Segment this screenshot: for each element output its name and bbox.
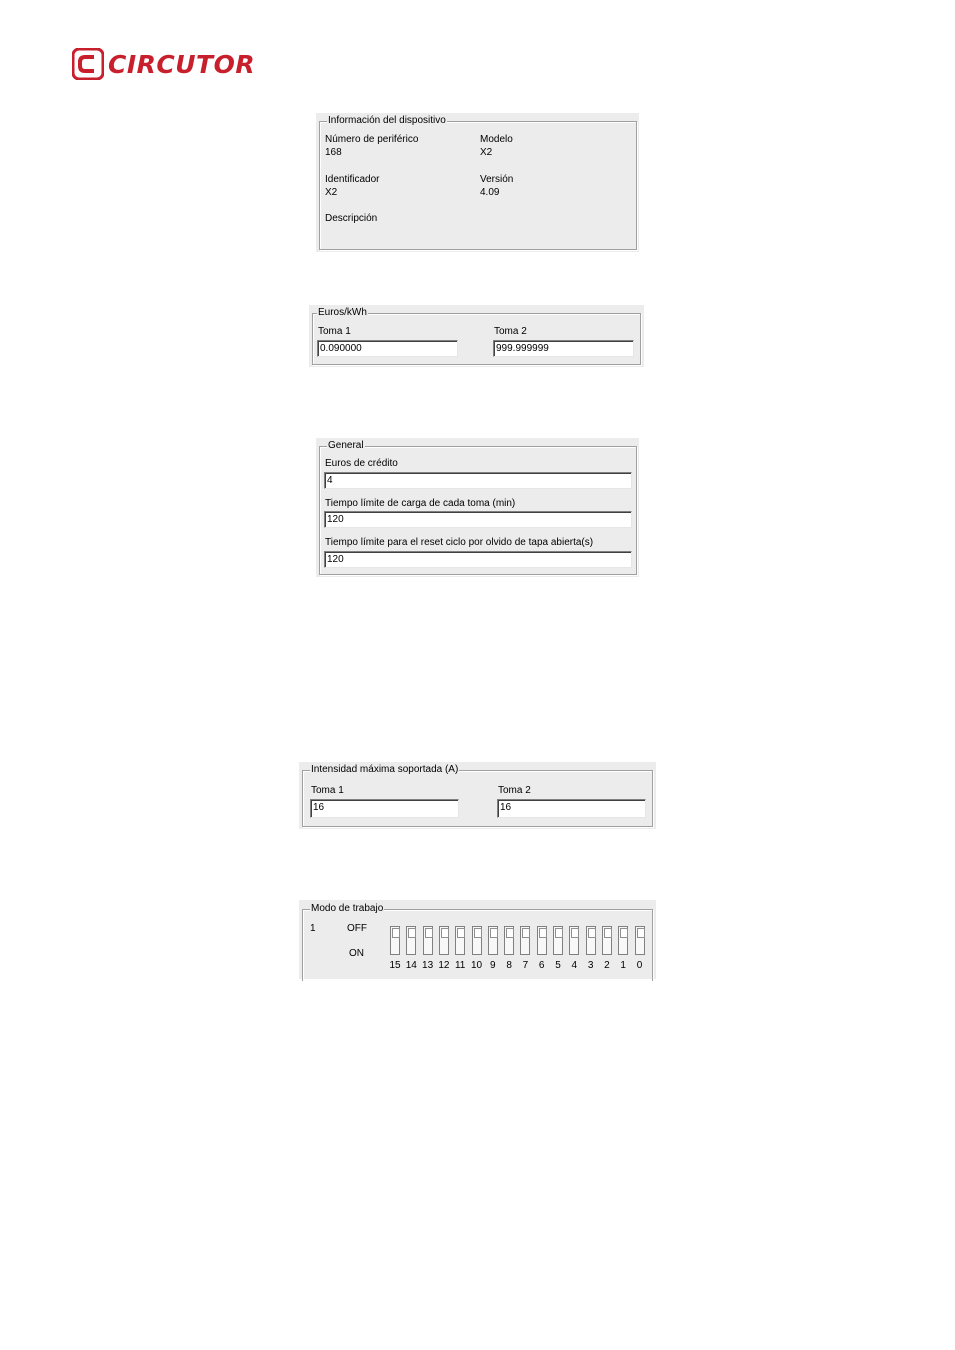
dip-switch-label-11: 11 — [454, 960, 466, 971]
dip-switch-5[interactable] — [553, 926, 563, 955]
dip-switch-11[interactable] — [455, 926, 465, 955]
work-mode-title: Modo de trabajo — [311, 903, 384, 914]
current-toma2-label: Toma 2 — [498, 785, 531, 796]
version-value: 4.09 — [480, 187, 500, 198]
dip-switch-label-10: 10 — [470, 960, 483, 971]
max-current-panel — [299, 762, 656, 829]
dip-switch-1[interactable] — [618, 926, 628, 955]
dip-switch-13[interactable] — [423, 926, 433, 955]
credit-input[interactable]: 4 — [324, 472, 632, 489]
dip-switch-label-13: 13 — [422, 960, 434, 971]
work-mode-value: 1 — [310, 923, 316, 934]
dip-switch-9[interactable] — [488, 926, 498, 955]
off-label: OFF — [347, 923, 367, 934]
dip-switch-15[interactable] — [390, 926, 400, 955]
dip-switch-label-15: 15 — [389, 960, 401, 971]
euros-toma2-label: Toma 2 — [494, 326, 527, 337]
current-toma1-label: Toma 1 — [311, 785, 344, 796]
credit-label: Euros de crédito — [325, 458, 398, 469]
dip-switch-label-2: 2 — [604, 960, 610, 971]
circutor-logo-icon — [72, 48, 104, 80]
current-toma1-input[interactable]: 16 — [310, 799, 459, 818]
identifier-value: X2 — [325, 187, 338, 198]
on-label: ON — [349, 948, 364, 959]
dip-switch-14[interactable] — [406, 926, 416, 955]
dip-switch-label-4: 4 — [571, 960, 578, 971]
dip-switch-3[interactable] — [586, 926, 596, 955]
dip-switch-4[interactable] — [569, 926, 579, 955]
work-mode-panel — [299, 900, 656, 979]
general-panel — [316, 438, 639, 577]
dip-switch-label-9: 9 — [490, 960, 496, 971]
dip-switch-10[interactable] — [472, 926, 482, 955]
dip-switch-8[interactable] — [504, 926, 514, 955]
model-value: X2 — [480, 147, 493, 158]
general-title: General — [328, 440, 364, 451]
dip-switch-label-5: 5 — [555, 960, 561, 971]
dip-switch-label-0: 0 — [636, 960, 643, 971]
dip-switch-7[interactable] — [520, 926, 530, 955]
device-info-panel — [316, 113, 639, 252]
dip-switch-label-14: 14 — [405, 960, 417, 971]
version-label: Versión — [480, 174, 514, 185]
identifier-label: Identificador — [325, 174, 380, 185]
euros-kwh-title: Euros/kWh — [318, 307, 367, 318]
dip-switch-label-6: 6 — [538, 960, 545, 971]
euros-kwh-panel — [309, 305, 644, 367]
euros-kwh-group — [312, 307, 641, 365]
euros-toma1-label: Toma 1 — [318, 326, 351, 337]
dip-switch-label-8: 8 — [506, 960, 512, 971]
max-current-title: Intensidad máxima soportada (A) — [311, 764, 459, 775]
device-info-title: Información del dispositivo — [328, 115, 446, 126]
circutor-logo — [72, 46, 255, 82]
dip-switch-6[interactable] — [537, 926, 547, 955]
dip-switch-2[interactable] — [602, 926, 612, 955]
dip-switch-label-1: 1 — [620, 960, 626, 971]
charge-limit-label: Tiempo límite de carga de cada toma (min) — [325, 498, 516, 509]
reset-limit-label: Tiempo límite para el reset ciclo por olvido de tapa abierta(s) — [325, 537, 594, 548]
euros-toma1-input[interactable]: 0.090000 — [317, 340, 458, 357]
current-toma2-input[interactable]: 16 — [497, 799, 646, 818]
charge-limit-input[interactable]: 120 — [324, 511, 632, 528]
peripheral-label: Número de periférico — [325, 134, 419, 145]
model-label: Modelo — [480, 134, 513, 145]
dip-switch-label-7: 7 — [522, 960, 529, 971]
logo-text: CIRCUTOR — [108, 49, 256, 79]
description-label: Descripción — [325, 213, 378, 224]
dip-switch-label-12: 12 — [438, 960, 450, 971]
euros-toma2-input[interactable]: 999.999999 — [493, 340, 634, 357]
dip-switch-label-3: 3 — [587, 960, 594, 971]
reset-limit-input[interactable]: 120 — [324, 551, 632, 568]
dip-switch-12[interactable] — [439, 926, 449, 955]
peripheral-value: 168 — [325, 147, 342, 158]
dip-switch-0[interactable] — [635, 926, 645, 955]
